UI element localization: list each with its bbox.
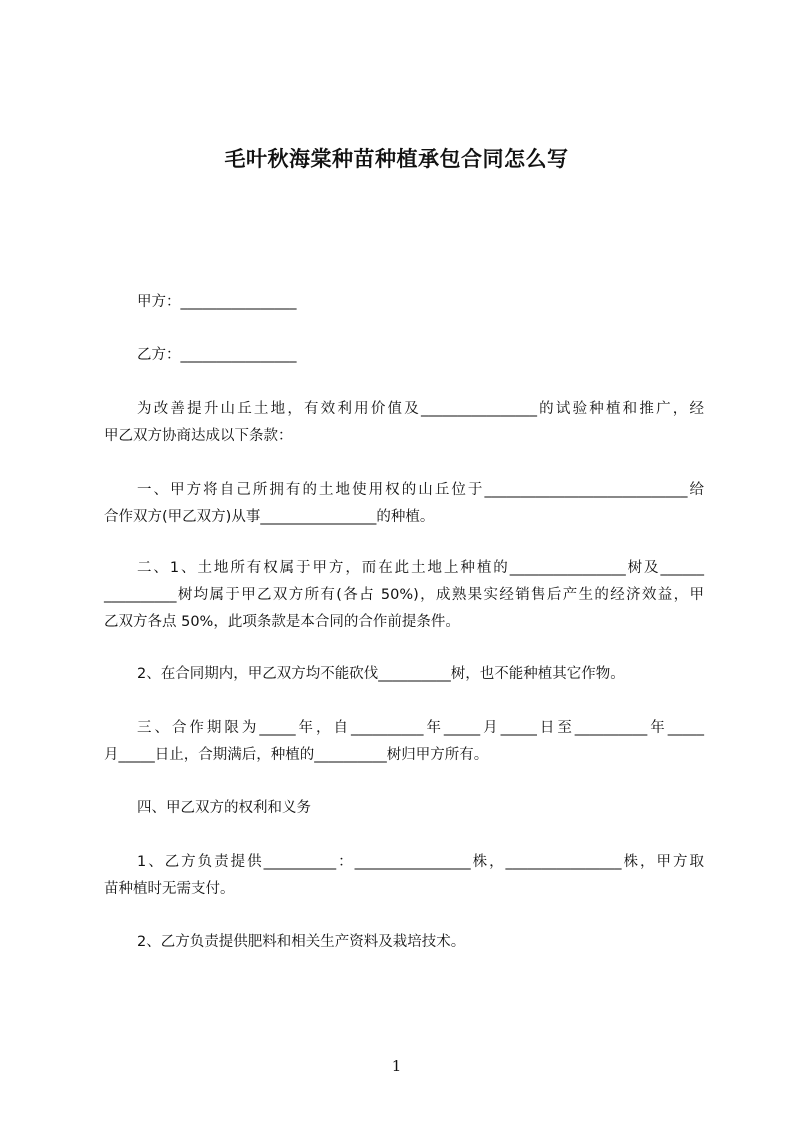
clause-2-line-1: 二、1、土地所有权属于甲方，而在此土地上种植的________________树及______ <box>137 560 704 576</box>
clause-2-line-3: 乙双方各点 50%，此项条款是本合同的合作前提条件。 <box>104 614 460 630</box>
intro-line-2: 甲乙双方协商达成以下条款： <box>104 428 293 444</box>
clause-4-1-line-1: 1、乙方负责提供__________：________________株，________________株，甲方取 <box>137 854 704 870</box>
clause-1-line-2: 合作双方(甲乙双方)从事________________的种植。 <box>104 509 435 525</box>
clause-3-line-2: 月_____日止，合期满后，种植的__________树归甲方所有。 <box>104 747 489 763</box>
clause-4-1-line-2: 苗种植时无需支付。 <box>104 881 235 897</box>
document-title: 毛叶秋海棠种苗种植承包合同怎么写 <box>224 147 569 171</box>
clause-2-2-line: 2、在合同期内，甲乙双方均不能砍伐__________树，也不能种植其它作物。 <box>137 666 625 682</box>
party-a-line: 甲方：________________ <box>137 294 297 310</box>
clause-4-heading: 四、甲乙双方的权利和义务 <box>137 800 311 816</box>
clause-2-line-2: __________树均属于甲乙双方所有(各占 50%)，成熟果实经销售后产生的经济效益，甲 <box>104 587 704 603</box>
clause-4-2-line: 2、乙方负责提供肥料和相关生产资料及栽培技术。 <box>137 934 466 950</box>
party-b-line: 乙方：________________ <box>137 347 297 363</box>
page-number: 1 <box>391 1057 402 1075</box>
clause-1-line-1: 一、甲方将自己所拥有的土地使用权的山丘位于____________________________给 <box>137 482 704 498</box>
clause-3-line-1: 三、合作期限为_____年，自__________年_____月_____日至__________年_____ <box>137 720 704 736</box>
intro-line-1: 为改善提升山丘土地，有效利用价值及________________的试验种植和推广，经 <box>137 401 704 417</box>
